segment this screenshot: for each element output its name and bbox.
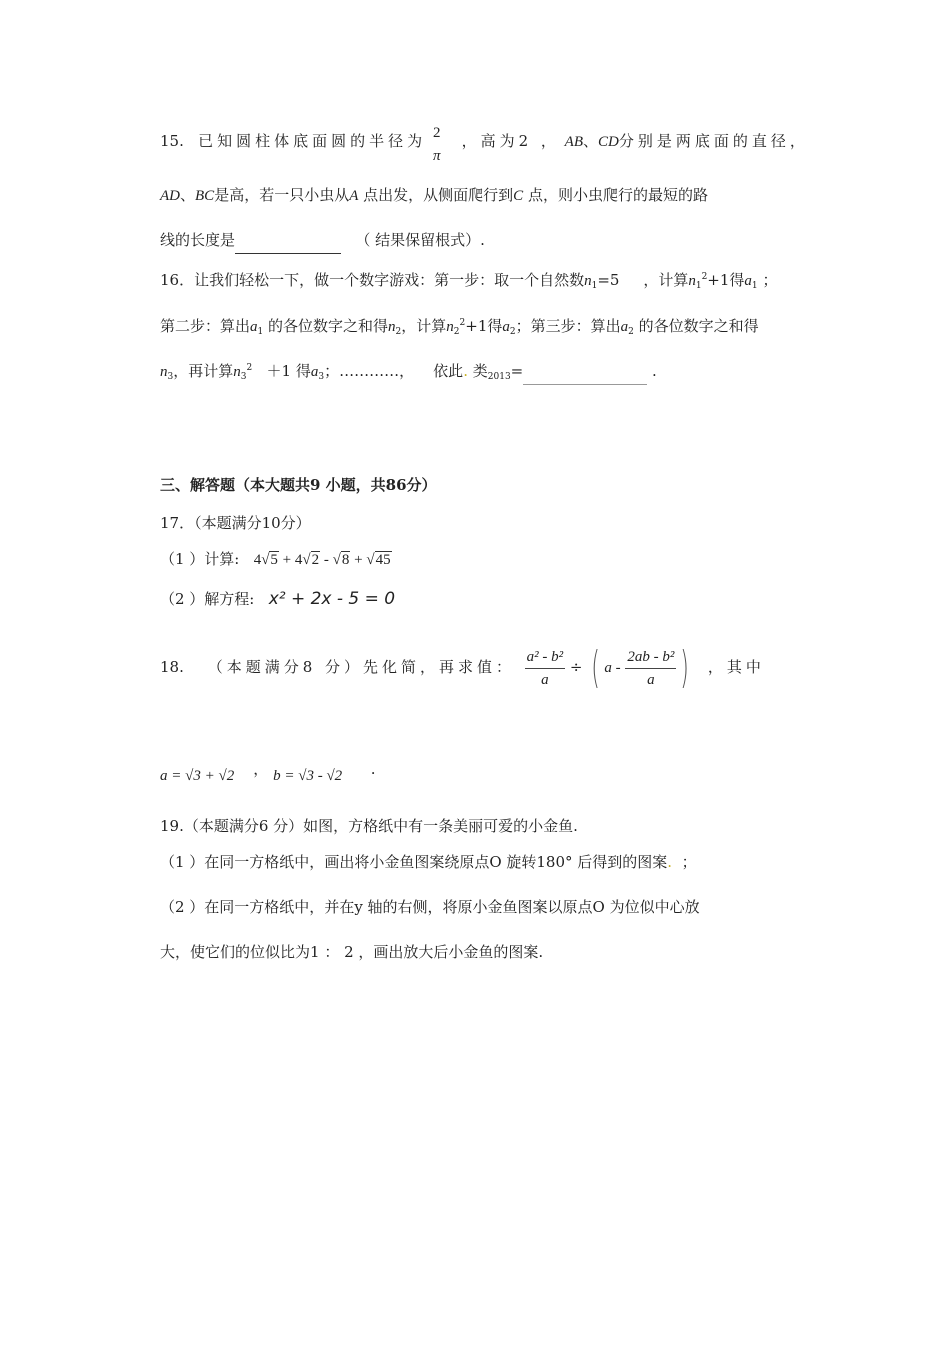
q18-line2	[160, 758, 376, 787]
q17-sqrt45: √45	[366, 552, 391, 568]
q15-frac-num: 2	[431, 122, 443, 145]
q16-line2	[160, 312, 759, 343]
q19-part2: （2 ）在同一方格纸中，并在y 轴的右侧，将原小金鱼图案以原点O 为位似中心放	[160, 898, 700, 916]
q16-n1-sub: 1	[591, 281, 598, 291]
q16-a2b: a	[620, 319, 629, 335]
q18-paren-right: )	[680, 642, 690, 693]
q19-part1	[160, 851, 697, 873]
q16-text-l: 依此	[433, 362, 464, 380]
q15-bc: BC	[195, 188, 215, 204]
q17-head: 17．（本题满分10分）	[160, 514, 311, 532]
q18-end: .	[370, 760, 376, 778]
q16-n1: n	[584, 273, 592, 289]
q17-sqrt2: √2	[302, 552, 320, 568]
q17-coef2: 4	[294, 552, 303, 568]
q15-sep2: 、	[180, 186, 196, 204]
q15-ad: AD	[160, 188, 180, 204]
q16-plus1: +1得	[707, 271, 745, 289]
q16-text-a: 让我们轻松一下，做一个数字游戏：第一步：取一个自然数	[194, 271, 585, 289]
q15-text-h: （ 结果保留根式）.	[355, 231, 485, 249]
q18-frac2-den: a	[647, 671, 655, 688]
q19-part3: 大，使它们的位似比为1 ： 2 ，画出放大后小金鱼的图案.	[160, 943, 544, 961]
q16-text-g: ；第三步：算出	[515, 317, 621, 335]
q18-cond-a: a = √3 + √2	[160, 768, 235, 784]
q18-frac1-num: a² - b²	[525, 646, 566, 669]
q16-eqs: =	[510, 362, 524, 380]
q16-n3b-sub: 3	[240, 372, 247, 382]
q18-paren-left: (	[591, 642, 601, 693]
q19-head: 19.（本题满分6 分）如图，方格纸中有一条美丽可爱的小金鱼.	[160, 817, 578, 835]
q16-text-c: 第二步：算出	[160, 317, 251, 335]
q17-part1	[160, 548, 392, 571]
q15-radius-fraction	[431, 122, 443, 167]
q17-part1-label: （1 ）计算:	[160, 550, 240, 568]
q18-frac1-den: a	[541, 671, 549, 688]
q15-number: 15.	[160, 132, 184, 150]
q17-part1-expression	[254, 551, 392, 568]
q16-a2-sub: 2	[509, 327, 516, 337]
q15-line1	[160, 122, 809, 167]
q18-div: ÷	[569, 658, 583, 676]
q16-a1c: a	[250, 319, 258, 335]
q18-tail: ，其中	[707, 658, 765, 676]
q15-text-f: 点，则小虫爬行的最短的路	[523, 186, 708, 204]
q16-a1: a	[744, 273, 752, 289]
q16-end1: ；	[762, 271, 778, 289]
q16-text-i: ，再计算	[173, 362, 234, 380]
q16-line1	[160, 266, 777, 297]
q16-n2b: n	[446, 319, 454, 335]
q18-head: （本题满分8 分）先化简，再求值：	[207, 658, 516, 676]
q19-part1-end: ；	[681, 853, 697, 871]
q16-n2: n	[388, 319, 396, 335]
q16-a3-sub: 3	[318, 372, 325, 382]
q17-equation: x² + 2x - 5 = 0	[268, 589, 396, 609]
q17-op2: -	[323, 552, 329, 568]
q15-sep1: 、	[582, 132, 598, 150]
q15-line3	[160, 229, 485, 254]
q16-a2: a	[502, 319, 510, 335]
q16-n3b: n	[233, 364, 241, 380]
q18-frac2-num: 2ab - b²	[625, 646, 676, 669]
q15-text-c: 分别是两底面的直径，	[618, 132, 809, 150]
q18-fraction1	[525, 646, 566, 691]
q19-dot-mark: .	[667, 853, 673, 871]
q16-text-f: +1得	[465, 317, 503, 335]
q18-cond-b: b = √3 - √2	[273, 768, 343, 784]
q16-text-e: ，计算	[401, 317, 447, 335]
q15-line2	[160, 184, 708, 207]
q17-rad2: 2	[311, 552, 320, 568]
q15-text-e: 点出发，从侧面爬行到	[358, 186, 514, 204]
q16-a2b-sub: 2	[628, 327, 634, 337]
q16-n1b-sub: 1	[695, 281, 702, 291]
q16-n2-sub: 2	[395, 327, 402, 337]
q16-text-k: ；…………，	[324, 362, 415, 380]
q16-n1b: n	[688, 273, 696, 289]
q16-number: 16．	[160, 271, 195, 289]
q16-text-d: 的各位数字之和得	[263, 317, 389, 335]
q17-coef1: 4	[253, 552, 262, 568]
q16-n3b-sup: 2	[246, 363, 253, 373]
q16-a1c-sub: 1	[257, 327, 264, 337]
q17-rad45: 45	[375, 552, 391, 568]
q15-text-a: 已知圆柱体底面圆的半径为	[198, 132, 427, 150]
q17-part2	[160, 588, 395, 610]
q18-line1	[160, 642, 765, 692]
q17-sqrt5: √5	[261, 552, 278, 568]
q15-answer-blank[interactable]	[235, 231, 341, 254]
q18-fraction2	[625, 646, 676, 691]
q18-comma: ，	[253, 760, 269, 778]
q16-2013-sub: 2013	[487, 372, 511, 382]
q15-ab: AB	[564, 134, 583, 150]
q16-text-h: 的各位数字之和得	[633, 317, 759, 335]
q16-a3: a	[310, 364, 319, 380]
q17-op1: +	[282, 552, 292, 568]
q16-n3-sub: 3	[167, 372, 174, 382]
q18-number: 18.	[160, 658, 184, 676]
q16-n1b-sup: 2	[701, 272, 708, 282]
section3-title: 三、解答题（本大题共9 小题，共86分）	[160, 476, 437, 494]
q16-text-m: 类	[472, 362, 488, 380]
q16-text-b: ，计算	[643, 271, 689, 289]
q15-point-a: A	[349, 188, 359, 204]
q16-a1-sub: 1	[751, 281, 758, 291]
q17-rad8: 8	[341, 552, 350, 568]
q17-sqrt8: √8	[332, 552, 350, 568]
q16-n2b-sub: 2	[453, 327, 460, 337]
q16-dot-mark: .	[463, 362, 468, 380]
q15-cd: CD	[598, 134, 619, 150]
q18-inner-a: a -	[604, 660, 621, 676]
q16-line3	[160, 357, 657, 388]
q17-op3: +	[354, 552, 363, 568]
q16-period: .	[652, 362, 657, 380]
q15-text-g: 线的长度是	[160, 231, 236, 249]
q17-part2-label: （2 ）解方程:	[160, 590, 255, 608]
q16-answer-blank[interactable]	[523, 362, 647, 385]
q17-rad5: 5	[270, 552, 278, 568]
q16-n3: n	[160, 364, 168, 380]
q15-frac-den: π	[432, 148, 441, 164]
q16-eq5: =5	[597, 271, 620, 289]
q19-part1-text: （1 ）在同一方格纸中，画出将小金鱼图案绕原点O 旋转180° 后得到的图案	[160, 853, 668, 871]
q16-n2b-sup: 2	[459, 318, 466, 328]
q16-text-j: ＋1 得	[266, 362, 311, 380]
q15-text-d: 是高，若一只小虫从	[214, 186, 350, 204]
q15-point-c: C	[513, 188, 524, 204]
q15-text-b: ，高为2 ，	[461, 132, 560, 150]
